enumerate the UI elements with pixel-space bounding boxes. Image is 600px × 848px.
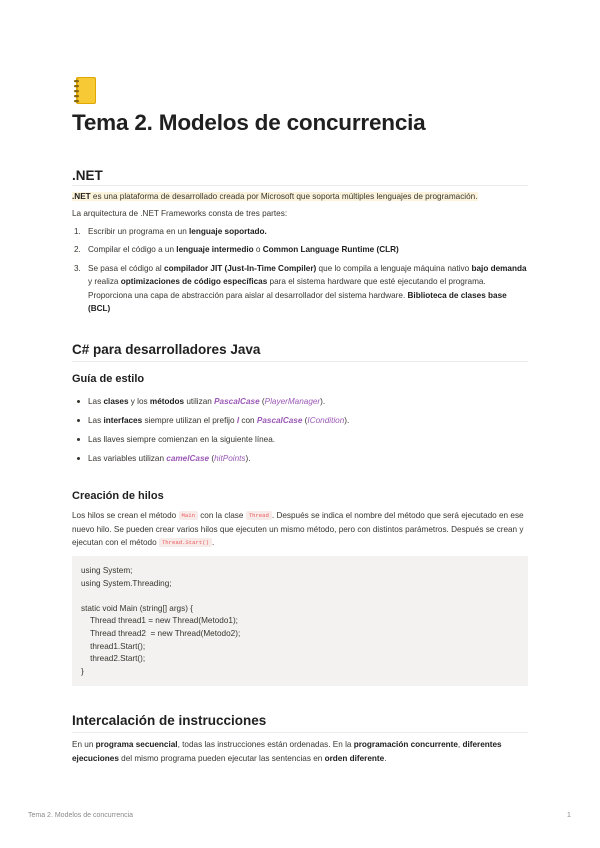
list-item: 2. Compilar el código a un lenguaje intermedio o Common Language Runtime (CLR) (74, 245, 399, 255)
divider (72, 185, 528, 186)
list-item: Las variables utilizan camelCase (hitPoints). (72, 452, 528, 465)
net-intro: .NET es una plataforma de desarrollado creada por Microsoft que soporta múltiples lenguajes de programación. (72, 192, 478, 201)
divider (72, 732, 528, 733)
list-item: Las clases y los métodos utilizan PascalCase (PlayerManager). (72, 395, 528, 408)
divider (72, 361, 528, 362)
section-heading-net: .NET (72, 168, 103, 183)
page-title: Tema 2. Modelos de concurrencia (72, 110, 426, 135)
style-guide-list (72, 395, 528, 471)
subheading-style-guide: Guía de estilo (72, 373, 145, 385)
list-item: Las interfaces siempre utilizan el prefijo I con PascalCase (ICondition). (72, 414, 528, 427)
code-block (72, 556, 528, 686)
threads-paragraph: Los hilos se crean el método Main con la clase Thread . Después se indica el nombre del método que será ejecutado en ese nuevo hilo. Se pueden crear varios hilos que ejecuten un mismo método, pero con distintos parámetros. Después se crean y ejecutan con el método Thread.Start() . (72, 511, 524, 548)
list-item: 3. Se pasa el código al compilador JIT (Just-In-Time Compiler) que lo compila a lenguaje máquina nativo bajo demanda y realiza optimizaciones de código específicas para el sistema hardware que esté ejecutando el programa. Proporciona una capa de abstracción para aislar al desarrollador del sistema hardware. Biblioteca de clases base (BCL) (74, 263, 527, 314)
section-heading-interleaving: Intercalación de instrucciones (72, 713, 267, 728)
section-heading-csharp: C# para desarrolladores Java (72, 342, 261, 357)
inline-code: Thread.Start() (159, 538, 212, 547)
subheading-thread-creation: Creación de hilos (72, 490, 164, 502)
interleaving-paragraph: En un programa secuencial, todas las instrucciones están ordenadas. En la programación concurrente, diferentes ejecuciones del mismo programa pueden ejecutar las sentencias en orden diferente. (72, 740, 502, 763)
list-item: 1. Escribir un programa en un lenguaje soportado. (74, 227, 267, 236)
list-item: Las llaves siempre comienzan en la siguiente línea. (72, 433, 528, 446)
net-steps-list (72, 225, 528, 320)
inline-code: Thread (246, 511, 272, 520)
notebook-icon (72, 76, 98, 106)
inline-code: Main (179, 511, 198, 520)
net-architecture: La arquitectura de .NET Frameworks consta de tres partes: (72, 209, 288, 218)
code-content: using System; using System.Threading; static void Main (string[] args) { Thread thread1 = new Thread(Metodo1); Thread thread2 = new Thread(Metodo2); thread1.Start(); thread2.Start(); } (81, 566, 241, 676)
footer-title: Tema 2. Modelos de concurrencia (28, 812, 134, 819)
page-number: 1 (567, 812, 571, 819)
